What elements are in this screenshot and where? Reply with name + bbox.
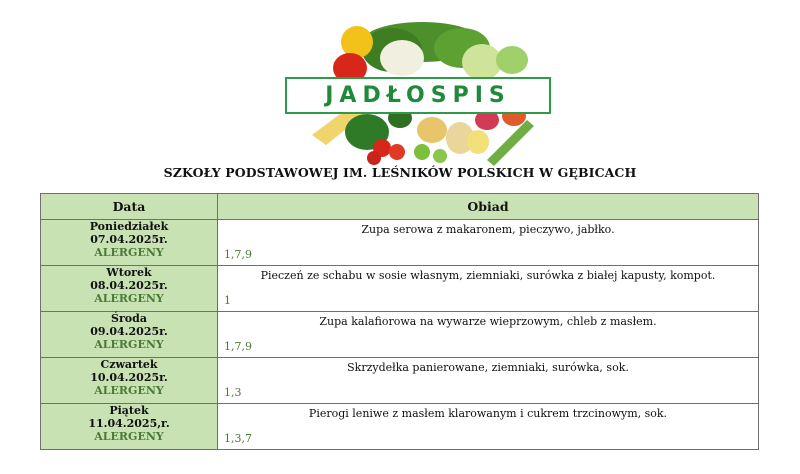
allergens-label: ALERGENY (94, 338, 164, 351)
allergen-codes: 1,3,7 (224, 432, 252, 445)
table-row (41, 312, 759, 358)
meal-description: Skrzydełka panierowane, ziemniaki, surówka, sok. (347, 361, 629, 374)
meal-cell (218, 220, 759, 266)
day-date: 10.04.2025r. (90, 371, 168, 384)
allergens-label: ALERGENY (94, 292, 164, 305)
day-name: Poniedziałek (89, 220, 169, 233)
meal-cell (218, 404, 759, 450)
table-row (41, 266, 759, 312)
date-cell (41, 220, 218, 266)
day-name: Czwartek (100, 358, 158, 371)
table-row (41, 358, 759, 404)
table-header-row (41, 194, 759, 220)
meal-description: Zupa kalafiorowa na wywarze wieprzowym, chleb z masłem. (319, 315, 657, 328)
date-cell (41, 312, 218, 358)
table-row (41, 404, 759, 450)
allergens-label: ALERGENY (94, 384, 164, 397)
day-name: Środa (111, 312, 147, 325)
menu-title: JADŁOSPIS (325, 83, 511, 108)
column-header-date: Data (41, 194, 218, 220)
meal-cell (218, 266, 759, 312)
meal-description: Zupa serowa z makaronem, pieczywo, jabłko. (361, 223, 615, 236)
column-header-meal: Obiad (218, 194, 759, 220)
allergen-codes: 1,7,9 (224, 248, 252, 261)
allergen-codes: 1 (224, 294, 231, 307)
meal-description: Pierogi leniwe z masłem klarowanym i cukrem trzcinowym, sok. (308, 407, 668, 420)
school-name: SZKOŁY PODSTAWOWEJ IM. LEŚNIKÓW POLSKICH W GĘBICACH (163, 165, 637, 180)
meal-cell (218, 358, 759, 404)
allergen-codes: 1,3 (224, 386, 242, 399)
meal-description: Pieczeń ze schabu w sosie własnym, ziemniaki, surówka z białej kapusty, kompot. (260, 269, 716, 282)
date-cell (41, 266, 218, 312)
table-row (41, 220, 759, 266)
day-date: 11.04.2025,r. (88, 417, 170, 430)
allergens-label: ALERGENY (94, 430, 164, 443)
day-date: 08.04.2025r. (90, 279, 168, 292)
allergens-label: ALERGENY (94, 246, 164, 259)
day-name: Wtorek (106, 266, 152, 279)
date-cell (41, 404, 218, 450)
day-date: 07.04.2025r. (90, 233, 168, 246)
allergen-codes: 1,7,9 (224, 340, 252, 353)
menu-table (40, 193, 759, 450)
day-date: 09.04.2025r. (90, 325, 168, 338)
meal-cell (218, 312, 759, 358)
menu-title-box (285, 77, 551, 114)
date-cell (41, 358, 218, 404)
day-name: Piątek (109, 404, 149, 417)
